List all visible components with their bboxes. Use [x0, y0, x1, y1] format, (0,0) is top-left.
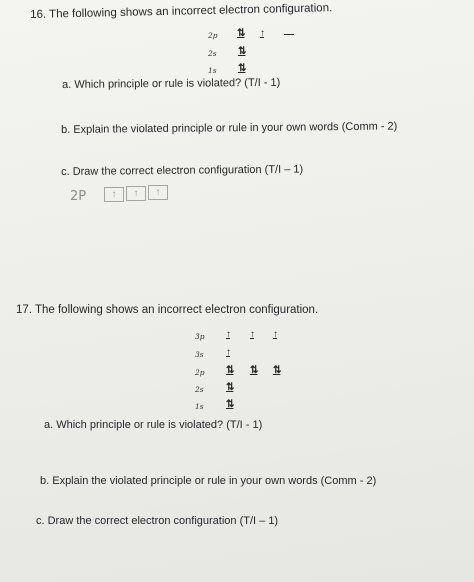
q16-orbital-label-2p: 2p [208, 31, 218, 40]
q17-title: 17. The following shows an incorrect electron configuration. [16, 304, 319, 316]
q16-2p-orbital-3: — [284, 29, 294, 40]
q17-3p-orbital-3: ↑ [273, 329, 277, 340]
q17-2s-orbital: ⇅ [226, 382, 234, 393]
q17-orbital-label-3p: 3p [195, 332, 205, 341]
answer-orbital-box-3: ↑ [148, 185, 168, 200]
q16-title: 16. The following shows an incorrect electron configuration. [30, 2, 333, 21]
q17-orbital-label-2p: 2p [195, 368, 205, 377]
answer-orbital-box-2: ↑ [126, 186, 146, 201]
q16-part-b: b. Explain the violated principle or rule in your own words (Comm - 2) [61, 120, 398, 136]
q16-part-a: a. Which principle or rule is violated? (T/I - 1) [62, 76, 281, 91]
q17-3p-orbital-1: ↑ [226, 329, 230, 340]
q16-2p-orbital-2: ↑ [260, 28, 264, 39]
q16-2s-orbital: ⇅ [238, 46, 246, 57]
q17-2p-orbital-1: ⇅ [226, 365, 234, 376]
q17-orbital-label-2s: 2s [195, 385, 204, 394]
q17-2p-orbital-2: ⇅ [250, 365, 258, 376]
q17-2p-orbital-3: ⇅ [273, 365, 281, 376]
answer-orbital-label: 2P [70, 189, 87, 204]
q17-orbital-label-3s: 3s [195, 350, 204, 359]
q16-part-c: c. Draw the correct electron configuration (T/I – 1) [61, 163, 304, 178]
q16-orbital-label-1s: 1s [208, 66, 217, 75]
q17-1s-orbital: ⇅ [226, 399, 234, 410]
q17-part-c: c. Draw the correct electron configuration (T/I – 1) [36, 515, 279, 527]
q17-3s-orbital: ↑ [226, 347, 230, 358]
q17-orbital-label-1s: 1s [195, 402, 204, 411]
q17-part-a: a. Which principle or rule is violated? (T/I - 1) [44, 419, 263, 431]
q16-orbital-label-2s: 2s [208, 49, 217, 58]
q17-3p-orbital-2: ↑ [250, 329, 254, 340]
q17-part-b: b. Explain the violated principle or rule in your own words (Comm - 2) [40, 475, 377, 487]
q16-2p-orbital-1: ⇅ [237, 28, 245, 39]
answer-orbital-box-1: ↑ [104, 187, 124, 202]
q16-1s-orbital: ⇅ [238, 63, 246, 74]
